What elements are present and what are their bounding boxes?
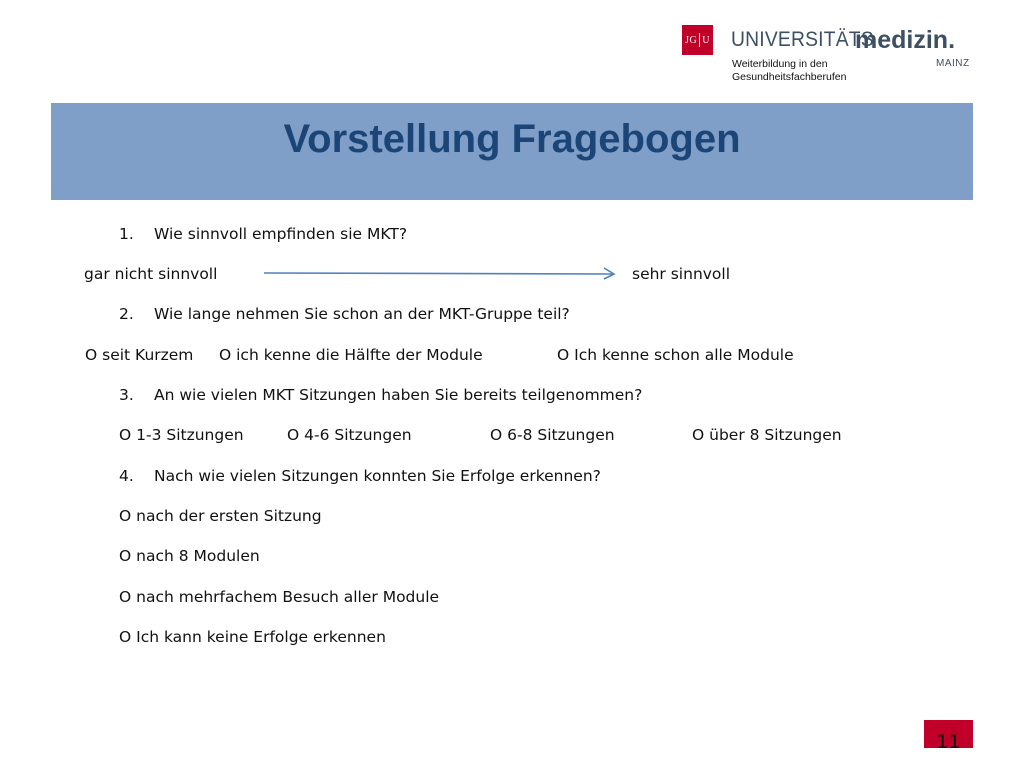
question-2-text: Wie lange nehmen Sie schon an der MKT-Gruppe teil? <box>154 305 570 323</box>
q4-option-2[interactable]: O nach 8 Modulen <box>119 547 260 565</box>
q4-option-4[interactable]: O Ich kann keine Erfolge erkennen <box>119 628 386 646</box>
scale-left-label: gar nicht sinnvoll <box>84 265 218 283</box>
logo-subtitle-line2: Gesundheitsfachberufen <box>732 71 847 83</box>
q4-option-3[interactable]: O nach mehrfachem Besuch aller Module <box>119 588 440 606</box>
arrow-right-icon <box>264 266 620 280</box>
q3-option-3[interactable]: O 6-8 Sitzungen <box>490 426 615 444</box>
q2-option-2[interactable]: O ich kenne die Hälfte der Module <box>219 346 483 364</box>
logo-subtitle <box>732 58 846 84</box>
logo-subtitle-line1: Weiterbildung in den <box>732 58 828 70</box>
q3-option-2[interactable]: O 4-6 Sitzungen <box>287 426 412 444</box>
question-1 <box>119 224 407 244</box>
question-4-text: Nach wie vielen Sitzungen konnten Sie Erfolge erkennen? <box>154 467 601 485</box>
question-3-text: An wie vielen MKT Sitzungen haben Sie bereits teilgenommen? <box>154 386 643 404</box>
question-1-number: 1. <box>119 225 134 243</box>
jgu-logo-divider <box>699 33 700 47</box>
q4-option-1[interactable]: O nach der ersten Sitzung <box>119 507 322 525</box>
question-4-number: 4. <box>119 467 134 485</box>
jgu-logo-left: JG <box>685 34 698 46</box>
question-4 <box>119 466 601 486</box>
wordmark-medizin: medizin. <box>855 26 956 54</box>
q3-option-1[interactable]: O 1-3 Sitzungen <box>119 426 244 444</box>
question-2 <box>119 304 570 324</box>
q2-option-1[interactable]: O seit Kurzem <box>85 346 194 364</box>
title-banner <box>51 103 973 200</box>
jgu-logo-right: U <box>702 34 710 46</box>
question-1-text: Wie sinnvoll empfinden sie MKT? <box>154 225 408 243</box>
jgu-logo <box>682 25 713 55</box>
universitaetsmedizin-wordmark <box>731 26 956 54</box>
q3-option-4[interactable]: O über 8 Sitzungen <box>692 426 842 444</box>
page-number: 11 <box>924 720 973 748</box>
wordmark-mainz: MAINZ <box>936 58 970 69</box>
q2-option-3[interactable]: O Ich kenne schon alle Module <box>557 346 794 364</box>
question-3 <box>119 385 642 405</box>
question-3-number: 3. <box>119 386 134 404</box>
scale-right-label: sehr sinnvoll <box>632 265 731 283</box>
question-2-number: 2. <box>119 305 134 323</box>
page-title: Vorstellung Fragebogen <box>283 117 741 161</box>
wordmark-universitaets: UNIVERSITÄTS <box>731 28 874 51</box>
